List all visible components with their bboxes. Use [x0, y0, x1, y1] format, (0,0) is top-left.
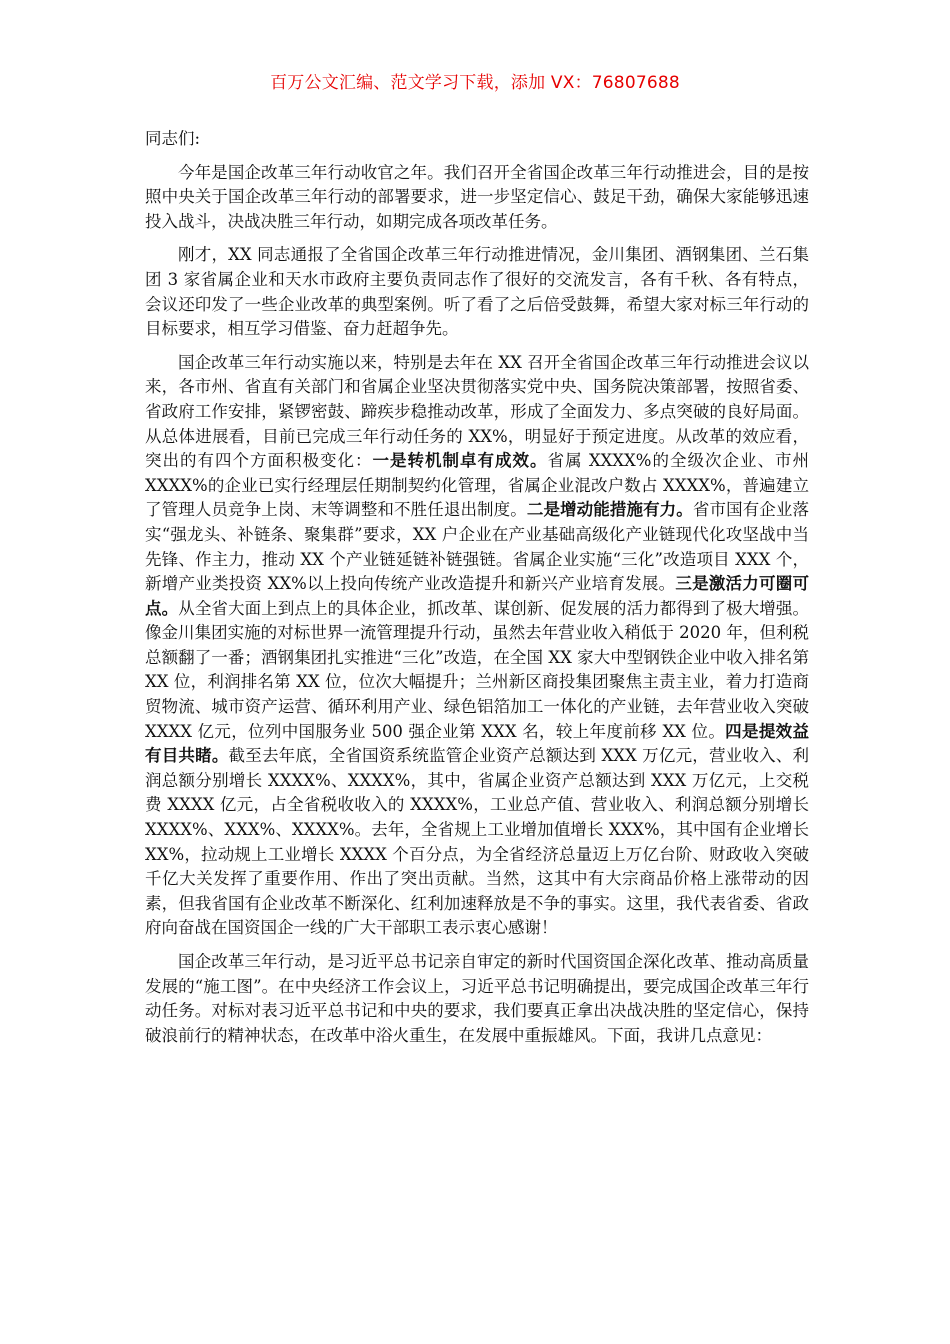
header-banner: 百万公文汇编、范文学习下载，添加 VX：76807688 — [270, 73, 680, 93]
highlight-heading-4: 四是提效益有目共睹。 — [145, 721, 809, 766]
highlight-heading-1: 一是转机制卓有成效。 — [372, 451, 548, 471]
paragraph-3 — [145, 351, 809, 941]
paragraph-3-intro: 国企改革三年行动实施以来，特别是去年在 XX 召开全省国企改革三年行动推进会议以来，各市州、省直有关部门和省属企业坚决贯彻落实党中央、国务院决策部署，按照省委、省政府工作安排，紧锣密鼓、蹄疾步稳推动改革，形成了全面发力、多点突破的良好局面。从总体进展看，目前已完成三年行动任务的 XX%，明显好于预定进度。从改革的效应看，突出的有四个方面积极变化： — [145, 352, 809, 471]
highlight-heading-3: 三是激活力可圈可点。 — [145, 574, 810, 618]
salutation: 同志们: — [145, 129, 201, 148]
paragraph-1: 今年是国企改革三年行动收官之年。我们召开全省国企改革三年行动推进会，目的是按照中央关于国企改革三年行动的部署要求，进一步坚定信心、鼓足干劲，确保大家能够迅速投入战斗，决战决胜三年行动，如期完成各项改革任务。 — [145, 162, 809, 231]
highlight-text-4: 截至去年底，全省国资系统监管企业资产总额达到 XXX 万亿元，营业收入、利润总额分别增长 XXXX%、XXXX%，其中，省属企业资产总额达到 XXX 万亿元，上交税费 XXXX 亿元，占全省税收收入的 XXXX%，工业总产值、营业收入、利润总额分别增长 XXXX%、XXX%、XXXX%。去年，全省规上工业增加值增长 XXX%，其中国有企业增长 XX%，拉动规上工业增长 XXXX 个百分点，为全省经济总量迈上万亿台阶、财政收入突破千亿大关发挥了重要作用、作出了突出贡献。当然，这其中有大宗商品价格上涨带动的因素，但我省国有企业改革不断深化、红利加速释放是不争的事实。这里，我代表省委、省政府向奋战在国资国企一线的广大干部职工表示衷心感谢！ — [145, 746, 810, 938]
highlight-text-3: 从全省大面上到点上的具体企业，抓改革、谋创新、促发展的活力都得到了极大增强。像金川集团实施的对标世界一流管理提升行动，虽然去年营业收入稍低于 2020 年，但利税总额翻了一番；酒钢集团扎实推进“三化”改造，在全国 XX 家大中型钢铁企业中收入排名第 XX 位，利润排名第 XX 位，位次大幅提升；兰州新区商投集团聚焦主责主业，着力打造商贸物流、城市资产运营、循环利用产业、绿色铝箔加工一体化的产业链，去年营业收入突破 XXXX 亿元，位列中国服务业 500 强企业第 XXX 名，较上年度前移 XX 位。 — [145, 598, 810, 741]
paragraph-4: 国企改革三年行动，是习近平总书记亲自审定的新时代国资国企深化改革、推动高质量发展的“施工图”。在中央经济工作会议上，习近平总书记明确提出，要完成国企改革三年行动任务。对标对表习近平总书记和中央的要求，我们要真正拿出决战决胜的坚定信心，保持破浪前行的精神状态，在改革中浴火重生，在发展中重振雄风。下面，我讲几点意见： — [145, 952, 809, 1045]
highlight-text-2: 省市国有企业落实“强龙头、补链条、聚集群”要求，XX 户企业在产业基础高级化产业链现代化攻坚战中当先锋、作主力，推动 XX 个产业链延链补链强链。省属企业实施“三化”改造项目 XXX 个，新增产业类投资 XX%以上投向传统产业改造提升和新兴产业培育发展。 — [145, 500, 810, 594]
highlight-heading-2: 二是增动能措施有力。 — [526, 500, 693, 520]
highlight-text-1: 省属 XXXX%的全级次企业、市州 XXXX%的企业已实行经理层任期制契约化管理，省属企业混改户数占 XXXX%，普遍建立了管理人员竞争上岗、末等调整和不胜任退出制度。 — [145, 451, 809, 520]
document-body — [145, 127, 809, 1057]
paragraph-2: 刚才，XX 同志通报了全省国企改革三年行动推进情况，金川集团、酒钢集团、兰石集团 3 家省属企业和天水市政府主要负责同志作了很好的交流发言，各有千秋、各有特点，会议还印发了一些企业改革的典型案例。听了看了之后倍受鼓舞，希望大家对标三年行动的目标要求，相互学习借鉴、奋力赶超争先。 — [145, 245, 809, 339]
